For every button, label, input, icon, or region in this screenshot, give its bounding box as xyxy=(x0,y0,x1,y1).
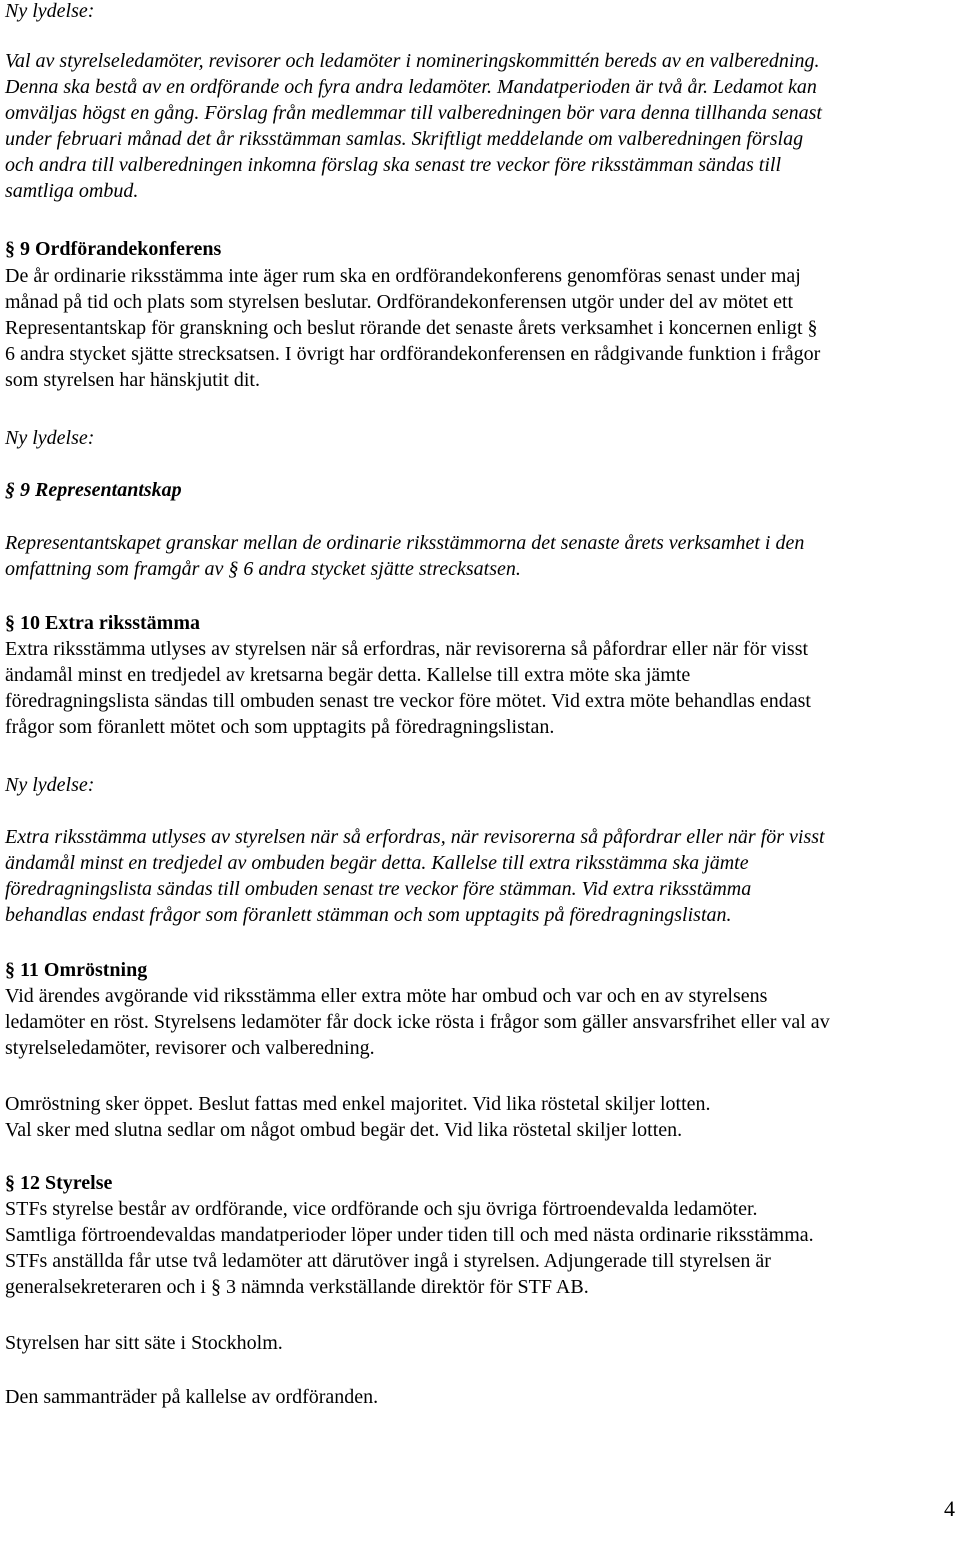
text-line: och andra till valberedningen inkomna förslag ska senast tre veckor före riksstämman sändas till xyxy=(5,154,782,176)
text-line: under februari månad det år riksstämman samlas. Skriftligt meddelande om valberedningen förslag xyxy=(5,128,804,150)
text-line: ledamöter en röst. Styrelsens ledamöter får dock icke rösta i frågor som gäller ansvarsfrihet eller val av xyxy=(5,1011,830,1033)
text-line: ändamål minst en tredjedel av kretsarna begär detta. Kallelse till extra möte ska jämte xyxy=(5,664,691,686)
text-line: generalsekreteraren och i § 3 nämnda verkställande direktör för STF AB. xyxy=(5,1276,589,1298)
text-line: omfattning som framgår av § 6 andra stycket sjätte strecksatsen. xyxy=(5,558,521,580)
text-line: frågor som föranlett mötet och som upptagits på föredragningslistan. xyxy=(5,716,555,738)
ny-lydelse-label: Ny lydelse: xyxy=(5,427,95,449)
text-line: samtliga ombud. xyxy=(5,180,139,202)
text-line: Representantskap för granskning och beslut rörande det senaste årets verksamhet i koncernen enligt § xyxy=(5,317,818,339)
text-line: Representantskapet granskar mellan de ordinarie riksstämmorna det senaste årets verksamhet i den xyxy=(5,532,805,554)
section-heading: § 10 Extra riksstämma xyxy=(5,612,200,634)
text-line: Denna ska bestå av en ordförande och fyra andra ledamöter. Mandatperioden är två år. Ledamot kan xyxy=(5,76,817,98)
text-line: månad på tid och plats som styrelsen beslutar. Ordförandekonferensen utgör under del av mötet ett xyxy=(5,291,794,313)
text-line: behandlas endast frågor som föranlett stämman och som upptagits på föredragningslistan. xyxy=(5,904,732,926)
text-line: styrelseledamöter, revisorer och valberedning. xyxy=(5,1037,375,1059)
text-line: föredragningslista sändas till ombuden senast tre veckor före stämman. Vid extra riksstämma xyxy=(5,878,752,900)
text-line: STFs anställda får utse två ledamöter att därutöver ingå i styrelsen. Adjungerade till styrelsen är xyxy=(5,1250,771,1272)
text-line: ändamål minst en tredjedel av ombuden begär detta. Kallelse till extra riksstämma ska jämte xyxy=(5,852,749,874)
text-line: omväljas högst en gång. Förslag från medlemmar till valberedningen bör vara denna tillhanda senast xyxy=(5,102,822,124)
text-line: Vid ärendes avgörande vid riksstämma eller extra möte har ombud och var och en av styrelsens xyxy=(5,985,768,1007)
text-line: Val sker med slutna sedlar om något ombud begär det. Vid lika röstetal skiljer lotten. xyxy=(5,1119,683,1141)
text-line: STFs styrelse består av ordförande, vice ordförande och sju övriga förtroendevalda ledamöter. xyxy=(5,1198,758,1220)
text-line: Samtliga förtroendevaldas mandatperioder löper under tiden till och med nästa ordinarie riksstämma. xyxy=(5,1224,814,1246)
section-heading: § 11 Omröstning xyxy=(5,959,148,981)
text-line: Extra riksstämma utlyses av styrelsen när så erfordras, när revisorerna så påfordrar eller när för visst xyxy=(5,826,825,848)
text-line: Omröstning sker öppet. Beslut fattas med enkel majoritet. Vid lika röstetal skiljer lotten. xyxy=(5,1093,711,1115)
section-heading: § 12 Styrelse xyxy=(5,1172,113,1194)
text-line: Styrelsen har sitt säte i Stockholm. xyxy=(5,1332,283,1354)
text-line: De år ordinarie riksstämma inte äger rum ska en ordförandekonferens genomföras senast under maj xyxy=(5,265,801,287)
page-number: 4 xyxy=(944,1496,955,1521)
text-line: Den sammanträder på kallelse av ordföranden. xyxy=(5,1386,379,1408)
text-line: föredragningslista sändas till ombuden senast tre veckor före mötet. Vid extra möte behandlas endast xyxy=(5,690,811,712)
text-line: Val av styrelseledamöter, revisorer och ledamöter i nomineringskommittén bereds av en valberedning. xyxy=(5,50,820,72)
section-heading: § 9 Representantskap xyxy=(5,479,182,501)
ny-lydelse-label: Ny lydelse: xyxy=(5,774,95,796)
text-line: 6 andra stycket sjätte strecksatsen. I övrigt har ordförandekonferensen en rådgivande funktion i frågor xyxy=(5,343,821,365)
text-line: Extra riksstämma utlyses av styrelsen när så erfordras, när revisorerna så påfordrar eller när för visst xyxy=(5,638,809,660)
ny-lydelse-label: Ny lydelse: xyxy=(5,0,95,22)
section-heading: § 9 Ordförandekonferens xyxy=(5,238,222,260)
text-line: som styrelsen har hänskjutit dit. xyxy=(5,369,260,391)
